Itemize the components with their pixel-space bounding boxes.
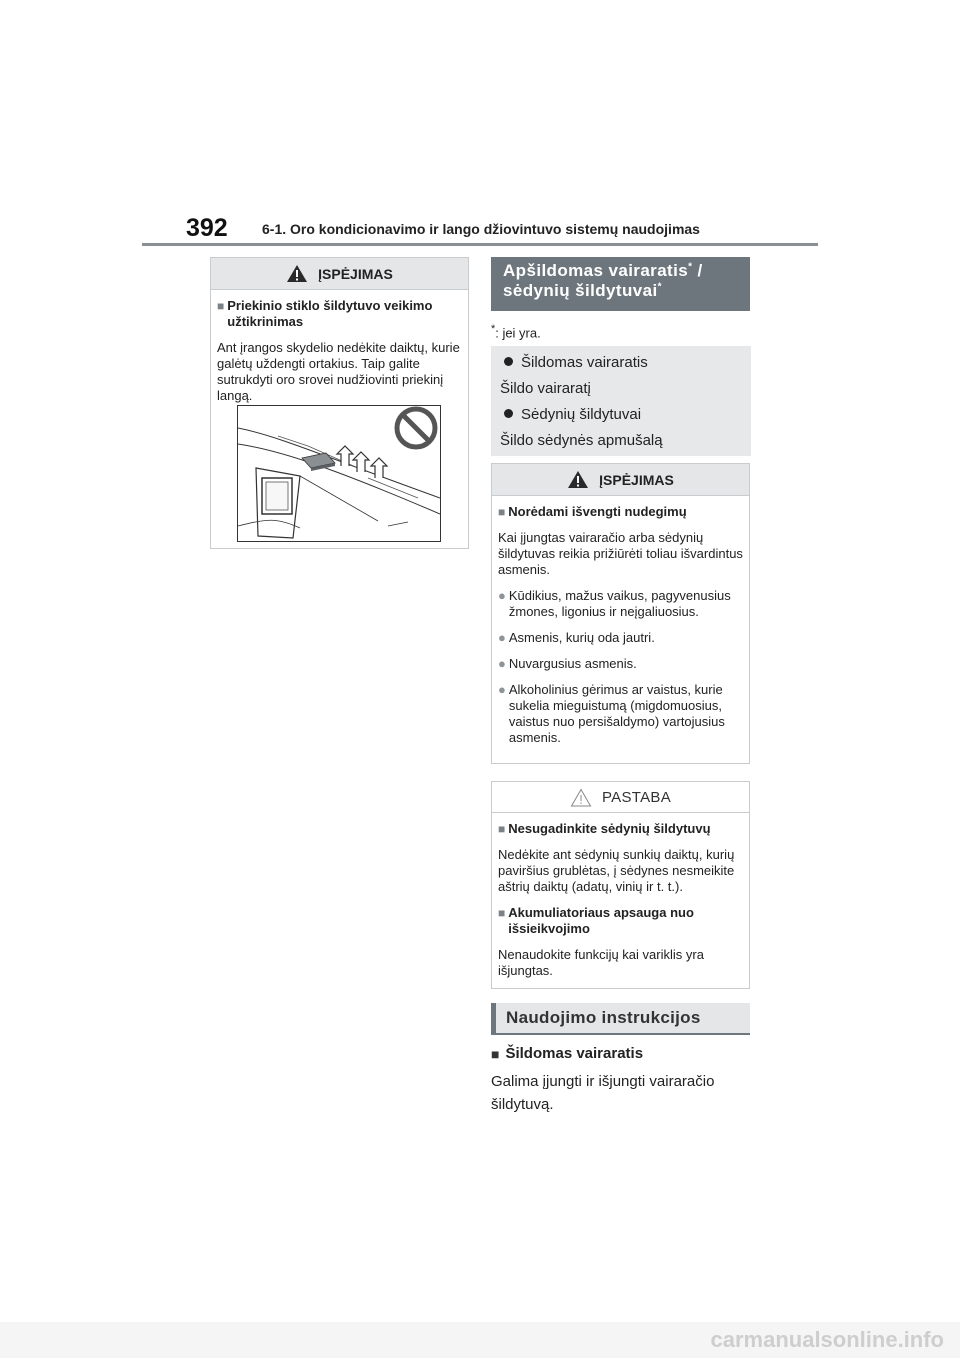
watermark: carmanualsonline.info: [0, 1322, 960, 1358]
warning-triangle-icon: [286, 264, 308, 283]
caution-outline-icon: [570, 788, 592, 807]
square-bullet-icon: ■: [491, 1045, 500, 1062]
notice-box: [491, 781, 750, 989]
notice-box-header: [492, 782, 749, 813]
warning-intro: Kai įjungtas vairaračio arba sėdynių šildytuvas reikia prižiūrėti toliau išvardintus asmenis.: [498, 530, 743, 577]
notice-subheading: [498, 905, 743, 937]
section-star: *: [688, 261, 693, 273]
feature-label: Šildomas vairaratis: [521, 354, 648, 371]
usage-text: Galima įjungti ir išjungti vairaračio šildytuvą.: [491, 1073, 715, 1113]
dashboard-drawing: [238, 406, 440, 541]
list-item-text: Nuvargusius asmenis.: [508, 656, 637, 671]
section-star-2: *: [657, 281, 662, 293]
list-item: [498, 588, 743, 620]
warning-box-header: [211, 258, 468, 290]
feature-label: Sėdynių šildytuvai: [521, 406, 642, 423]
dot-bullet-icon: ●: [498, 682, 506, 697]
header-rule: [142, 243, 818, 246]
section-title-sep: /: [692, 261, 703, 280]
chapter-title: 6-1. Oro kondicionavimo ir lango džiovintuvo sistemų naudojimas: [262, 221, 700, 237]
notice-title: PASTABA: [601, 788, 672, 806]
feature-list: [491, 346, 751, 456]
list-item-text: Asmenis, kurių oda jautri.: [508, 630, 655, 645]
notice-subheading-text: Nesugadinkite sėdynių šildytuvų: [508, 821, 711, 836]
feature-item: [500, 350, 742, 376]
section-title-part1: Apšildomas vairaratis: [503, 261, 689, 280]
square-bullet-icon: ■: [217, 299, 225, 313]
usage-header: Naudojimo instrukcijos: [491, 1003, 750, 1035]
list-item: [498, 682, 743, 746]
footnote-star: *: [491, 323, 496, 335]
notice-subheading-text: Akumuliatoriaus apsauga nuo išsieikvojimo: [508, 905, 694, 936]
dot-bullet-icon: ●: [498, 656, 506, 671]
usage-subheading: [491, 1045, 643, 1062]
dot-bullet-icon: ●: [498, 588, 506, 603]
warning-box-body: [492, 496, 749, 762]
bullet-icon: [504, 409, 513, 418]
feature-desc: Šildo sėdynės apmušalą: [500, 432, 663, 449]
warning-title: ĮSPĖJIMAS: [599, 471, 674, 488]
usage-subheading-text: Šildomas vairaratis: [505, 1045, 644, 1062]
list-item-text: Kūdikius, mažus vaikus, pagyvenusius žmones, ligonius ir neįgaliuosius.: [508, 588, 731, 619]
warning-box-body: [211, 290, 468, 420]
dot-bullet-icon: ●: [498, 630, 506, 645]
warning-text: Ant įrangos skydelio nedėkite daiktų, kurie galėtų uždengti ortakius. Taip galite sutrukdyti oro srovei nudžiovinti priekinį langą.: [217, 340, 460, 403]
warning-title: ĮSPĖJIMAS: [318, 265, 393, 282]
warning-triangle-icon: [567, 470, 589, 489]
warning-box-header: [492, 464, 749, 496]
notice-box-body: [492, 813, 749, 995]
warning-subheading: [498, 504, 743, 520]
feature-item: [500, 402, 742, 428]
page-number: 392: [186, 214, 228, 242]
square-bullet-icon: ■: [498, 906, 506, 920]
footnote: [491, 323, 541, 340]
section-header-heated: [491, 257, 750, 311]
notice-subheading: [498, 821, 743, 837]
dashboard-illustration: [237, 405, 441, 542]
square-bullet-icon: ■: [498, 822, 506, 836]
notice-text: Nenaudokite funkcijų kai variklis yra išjungtas.: [498, 947, 704, 978]
warning-subheading-text: Priekinio stiklo šildytuvo veikimo užtikrinimas: [227, 298, 433, 329]
warning-subheading-text: Norėdami išvengti nudegimų: [508, 504, 687, 519]
list-item-text: Alkoholinius gėrimus ar vaistus, kurie sukelia mieguistumą (migdomuosius, vaistus nuo persišaldymo) vartojusius asmenis.: [508, 682, 725, 745]
warning-subheading: [217, 298, 462, 330]
section-title-part2: sėdynių šildytuvai: [503, 281, 658, 300]
list-item: [498, 630, 743, 646]
warning-box-burns: [491, 463, 750, 764]
list-item: [498, 656, 743, 672]
square-bullet-icon: ■: [498, 505, 506, 519]
bullet-icon: [504, 357, 513, 366]
feature-desc: Šildo vairaratį: [500, 380, 591, 397]
footnote-text: : jei yra.: [495, 325, 541, 341]
notice-text: Nedėkite ant sėdynių sunkių daiktų, kurių paviršius grublėtas, į sėdynes nesmeikite aštrių daiktų (adatų, vinių ir t. t.).: [498, 847, 735, 894]
